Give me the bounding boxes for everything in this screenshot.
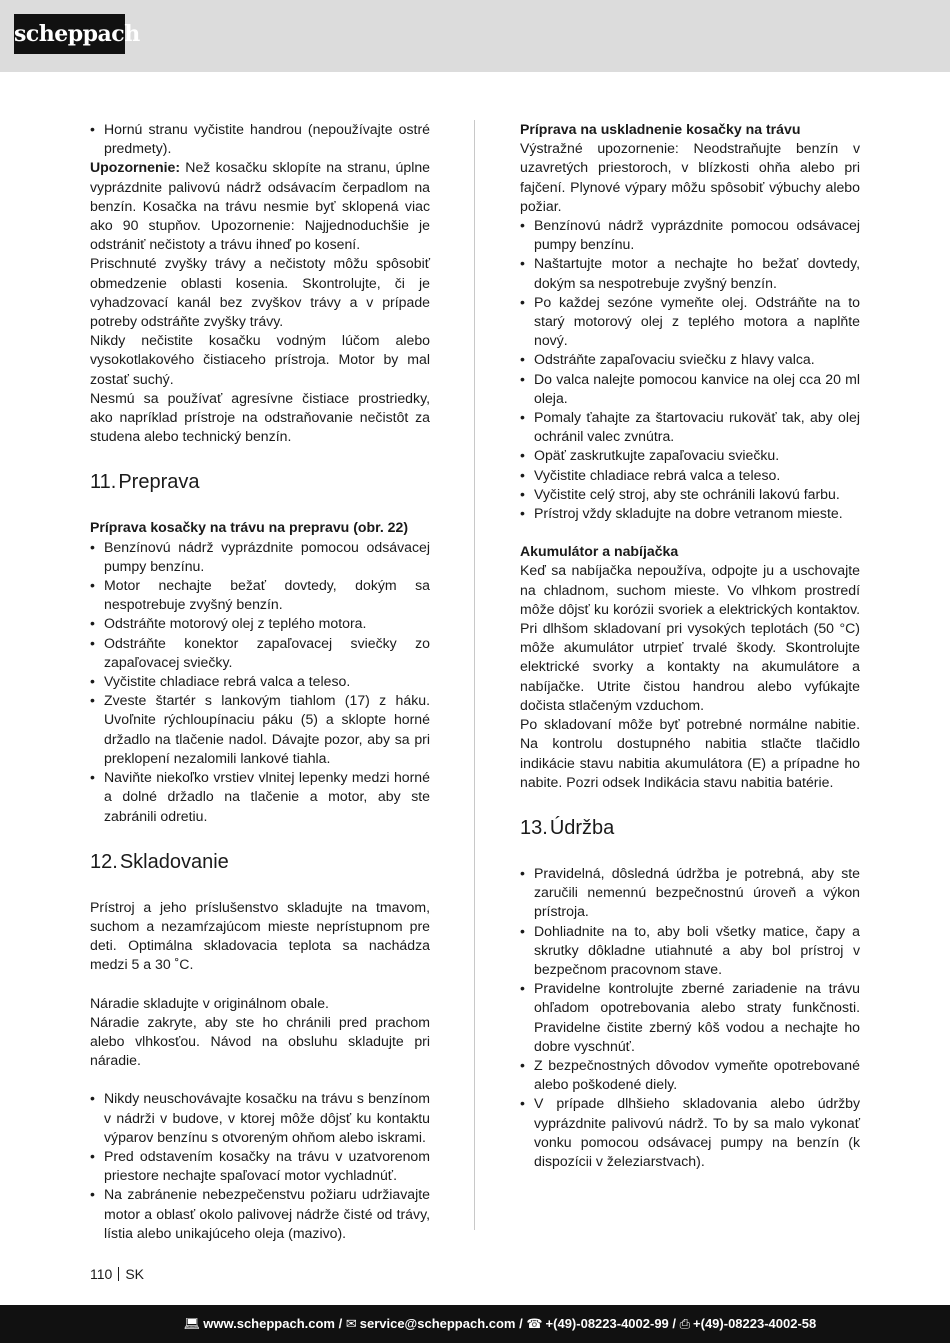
list-item: • Odstráňte konektor zapaľovacej sviečky zo zapaľovacej sviečky. [90,634,430,672]
transport-list [90,538,430,826]
list-item: • Naštartujte motor a nechajte ho bežať dovtedy, dokým sa nespotrebuje zvyšný benzín. [520,254,860,292]
footer-phone: +(49)-08223-4002-99 [545,1316,669,1331]
intro-list [90,120,430,158]
section-heading-transport: 11. Preprava [90,471,200,494]
list-item: • Z bezpečnostných dôvodov vymeňte opotrebované alebo poškodené diely. [520,1056,860,1094]
left-column [90,120,430,1243]
storage-prep-list [520,216,860,523]
section-heading-storage: 12. Skladovanie [90,850,229,873]
paragraph: Keď sa nabíjačka nepoužíva, odpojte ju a uschovajte na chladnom, suchom mieste. Vo vlhkom prostredí môže dôjsť ku korózii svoriek a elektrických kontaktov. Pri dlhšom skladovaní pri vysokých teplotách (50 °C) môže akumulátor utrpieť trvalé škody. Skontrolujte elektrické svorky a kontakty na akumulátore a nabíjačke. Utrite čistou handrou alebo vyfúkajte dočista stlačeným vzduchom. [520,562,860,713]
paragraph: Prischnuté zvyšky trávy a nečistoty môžu spôsobiť obmedzenie oblasti kosenia. Skontrolujte, či je vyhadzovací kanál bez zvyškov trávy a v prípade potreby odstráňte zvyšky trávy. [90,255,430,330]
battery-subheading: Akumulátor a nabíjačka [520,543,679,560]
list-item: • Zveste štartér s lankovým tiahlom (17) z háku. Uvoľnite rýchloupínaciu páku (5) a sklopte horné držadlo na tlačenie nadol. Dávajte pozor, aby sa pri preklopení nezalomili lankové tiahla. [90,691,430,768]
list-item: • Pomaly ťahajte za štartovaciu rukoväť tak, aby olej ochránil valec zvnútra. [520,408,860,446]
computer-icon: 💻︎ [183,1316,201,1331]
list-item: • Benzínovú nádrž vyprázdnite pomocou odsávacej pumpy benzínu. [520,216,860,254]
maintenance-list [520,864,860,1171]
list-item: • Pravidelne kontrolujte zberné zariadenie na trávu ohľadom opotrebovania alebo straty funkčnosti. Pravidelne čistite zberný kôš vodou a nechajte ho dobre vyschnúť. [520,979,860,1056]
list-item: • Do valca nalejte pomocou kanvice na olej cca 20 ml oleja. [520,370,860,408]
list-item: • Benzínovú nádrž vyprázdnite pomocou odsávacej pumpy benzínu. [90,538,430,576]
page-footer: 💻︎ www.scheppach.com / ✉︎ service@scheppach.com / ☎︎ +(49)-08223-4002-99 / ⎙ +(49)-08223-4002-58 [0,1305,950,1343]
paragraph: Nikdy nečistite kosačku vodným lúčom alebo vysokotlakového čistiaceho prístroja. Motor by mal zostať suchý. [90,332,430,387]
list-item: • Vyčistite chladiace rebrá valca a teleso. [90,672,430,691]
paragraph: Nesmú sa používať agresívne čistiace prostriedky, ako napríklad prístroje na odstraňovanie nečistôt za studena alebo technický benzín. [90,389,430,445]
list-item: • Prístroj vždy skladujte na dobre vetranom mieste. [520,504,860,523]
list-item: • Vyčistite chladiace rebrá valca a teleso. [520,466,860,485]
paragraph: Náradie zakryte, aby ste ho chránili pred prachom alebo vlhkosťou. Návod na obsluhu skladujte pri náradie. [90,1013,430,1069]
paragraph: Výstražné upozornenie: Neodstraňujte benzín v uzavretých priestoroch, v blízkosti ohňa alebo pri fajčení. Plynové výpary môžu spôsobiť výbuchy alebo požiar. [520,140,860,214]
footer-fax: +(49)-08223-4002-58 [693,1316,817,1331]
list-item: • Pravidelná, dôsledná údržba je potrebná, aby ste zaručili nemennú bezpečnostnú úroveň a výkon prístroja. [520,864,860,922]
phone-icon: ☎︎ [526,1316,543,1331]
language-code: SK [125,1266,145,1282]
list-item: • Po každej sezóne vymeňte olej. Odstráňte na to starý motorový olej z teplého motora a naplňte nový. [520,293,860,351]
page-header [0,0,950,72]
list-item: • Odstráňte motorový olej z teplého motora. [90,614,430,633]
list-item: • Motor nechajte bežať dovtedy, dokým sa nespotrebuje zvyšný benzín. [90,576,430,614]
paragraph: Prístroj a jeho príslušenstvo skladujte na tmavom, suchom a nezamŕzajúcom mieste neprístupnom pre deti. Optimálna skladovacia teplota sa nachádza medzi 5 a 30 ˚C. [90,898,430,973]
scheppach-logo: scheppach [14,14,125,54]
warning-text: Než kosačku sklopíte na stranu, úplne vyprázdnite palivovú nádrž odsávacím čerpadlom na benzín. Kosačka na trávu nesmie byť sklopená viac ako 90 stupňov. Upozornenie: Najjednoduchšie je odstrániť nečistoty a trávu ihneď po kosení. [90,159,430,253]
footer-email[interactable]: service@scheppach.com [359,1316,516,1331]
transport-subheading: Príprava kosačky na trávu na prepravu (obr. 22) [90,519,409,536]
section-heading-maintenance: 13. Údržba [520,816,615,839]
list-item: • Odstráňte zapaľovaciu sviečku z hlavy valca. [520,350,860,369]
paragraph: Náradie skladujte v originálnom obale. [90,994,329,1011]
storage-prep-subheading: Príprava na uskladnenie kosačky na trávu [520,121,801,137]
column-divider [474,120,475,1230]
list-item: • Hornú stranu vyčistite handrou (nepoužívajte ostré predmety). [90,120,430,158]
warning-paragraph [90,158,430,254]
fax-icon: ⎙ [679,1316,691,1331]
paragraph: Po skladovaní môže byť potrebné normálne nabitie. Na kontrolu dostupného nabitia stlačte tlačidlo indikácie stavu nabitia akumulátora (E) a prípadne ho nabite. Pozri odsek Indikácia stavu nabitia batérie. [520,716,860,790]
list-item: • Pred odstavením kosačky na trávu v uzatvorenom priestore nechajte spaľovací motor vychladnúť. [90,1147,430,1185]
mail-icon: ✉︎ [345,1316,357,1331]
page-number-value: 110 [90,1266,113,1282]
storage-list [90,1089,430,1243]
list-item: • V prípade dlhšieho skladovania alebo údržby vyprázdnite palivovú nádrž. To by sa malo vykonať vonku pomocou odsávacej pumpy na benzín (k dispozícii v železiarstvach). [520,1094,860,1171]
list-item: • Vyčistite celý stroj, aby ste ochránili lakovú farbu. [520,485,860,504]
list-item: • Opäť zaskrutkujte zapaľovaciu sviečku. [520,446,860,465]
list-item: • Nikdy neuschovávajte kosačku na trávu s benzínom v nádrži v budove, v ktorej môže dôjsť ku kontaktu výparov benzínu s otvoreným ohňom alebo iskrami. [90,1089,430,1147]
list-item: • Naviňte niekoľko vrstiev vlnitej lepenky medzi horné a dolné držadlo na tlačenie a motor, aby ste zabránili odretiu. [90,768,430,826]
warning-label: Upozornenie: [90,159,181,176]
right-column [520,120,860,1171]
page-number [90,1266,144,1282]
list-item: • Dohliadnite na to, aby boli všetky matice, čapy a skrutky dôkladne utiahnuté a aby bol prístroj v bezpečnom pracovnom stave. [520,922,860,980]
footer-website[interactable]: www.scheppach.com [203,1316,335,1331]
list-item: • Na zabránenie nebezpečenstvu požiaru udržiavajte motor a oblasť okolo palivovej nádrže čisté od trávy, lístia alebo unikajúceho oleja (mazivo). [90,1185,430,1243]
